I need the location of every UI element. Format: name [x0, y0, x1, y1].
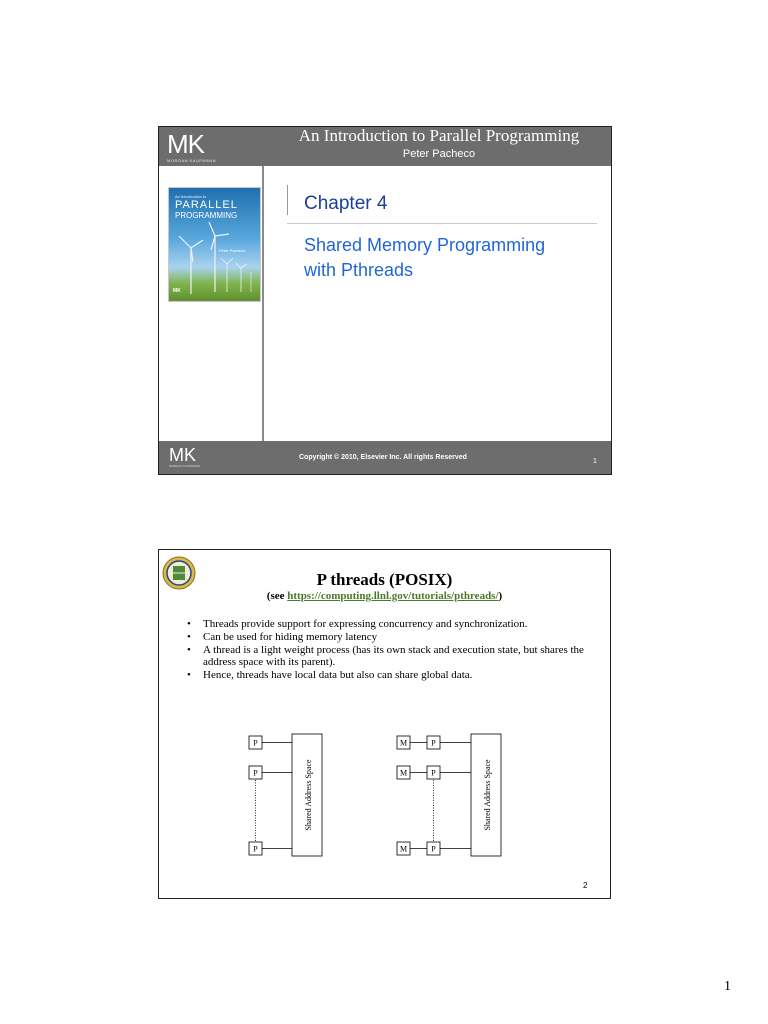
copyright-notice: Copyright © 2010, Elsevier Inc. All rights Reserved: [299, 454, 467, 461]
slide-1: [158, 126, 612, 475]
bullet-item: • Can be used for hiding memory latency: [187, 631, 597, 643]
chapter-underline: [287, 223, 597, 224]
document-page-number: 1: [724, 979, 731, 994]
footer-mk-logo: [169, 446, 200, 468]
processor-label: P: [431, 844, 436, 854]
chapter-accent-rule: [287, 185, 288, 215]
slide-2: [158, 549, 611, 899]
mk-logo: [167, 131, 229, 163]
shared-address-space-label: Shared Address Space: [304, 759, 313, 831]
bullet-item: • A thread is a light weight process (has its own stack and execution state, but shares the address space with its parent).: [187, 644, 597, 668]
footer-mk-logo-text: MK: [169, 445, 196, 465]
reference-close: ): [498, 590, 503, 602]
shared-address-space-label: Shared Address Space: [483, 759, 492, 831]
bullet-item: • Threads provide support for expressing concurrency and synchronization.: [187, 618, 597, 630]
processor-label: P: [253, 738, 258, 748]
reference-open: (see: [266, 590, 288, 602]
cover-small-title: An Introduction to: [175, 194, 207, 199]
shared-address-space-diagram: [239, 730, 539, 865]
memory-processor-diagram: [397, 734, 501, 856]
chapter-title-line1: Shared Memory Programming: [304, 235, 546, 255]
cover-title-line1: PARALLEL: [175, 199, 238, 211]
cover-title-line2: PROGRAMMING: [175, 211, 238, 220]
wind-turbines-illustration: [169, 188, 260, 301]
slide-footer: [159, 441, 611, 474]
slide-page-number: 1: [593, 458, 597, 465]
book-title: An Introduction to Parallel Programming: [298, 126, 580, 145]
mk-logo-publisher: MORGAN KAUFMANN: [167, 158, 217, 163]
reference-line: [159, 590, 610, 602]
slide-header: [159, 127, 611, 166]
memory-label: M: [399, 768, 408, 778]
book-cover-image: [168, 187, 261, 302]
chapter-title: [304, 233, 594, 283]
book-author: Peter Pacheco: [402, 148, 476, 160]
processor-label: P: [431, 738, 436, 748]
chapter-number: Chapter 4: [304, 193, 388, 214]
chapter-title-line2: with Pthreads: [304, 260, 414, 280]
bullet-list: [187, 618, 597, 682]
mk-logo-text: MK: [167, 129, 204, 159]
bullet-item: • Hence, threads have local data but also can share global data.: [187, 669, 597, 681]
slide-title: P threads (POSIX): [316, 570, 453, 589]
footer-mk-logo-publisher: MORGAN KAUFMANN: [169, 464, 201, 468]
processor-label: P: [253, 768, 258, 778]
slide-page-number: 2: [583, 881, 588, 890]
memory-label: M: [399, 738, 408, 748]
processor-label: P: [253, 844, 258, 854]
memory-label: M: [399, 844, 408, 854]
pthreads-tutorial-link[interactable]: https://computing.llnl.gov/tutorials/pthreads/: [287, 590, 499, 602]
cover-mk-logo: MK: [173, 288, 181, 294]
vertical-divider: [262, 166, 264, 441]
cover-author: Peter Pacheco: [219, 248, 246, 253]
uniform-access-diagram: [249, 734, 322, 856]
processor-label: P: [431, 768, 436, 778]
